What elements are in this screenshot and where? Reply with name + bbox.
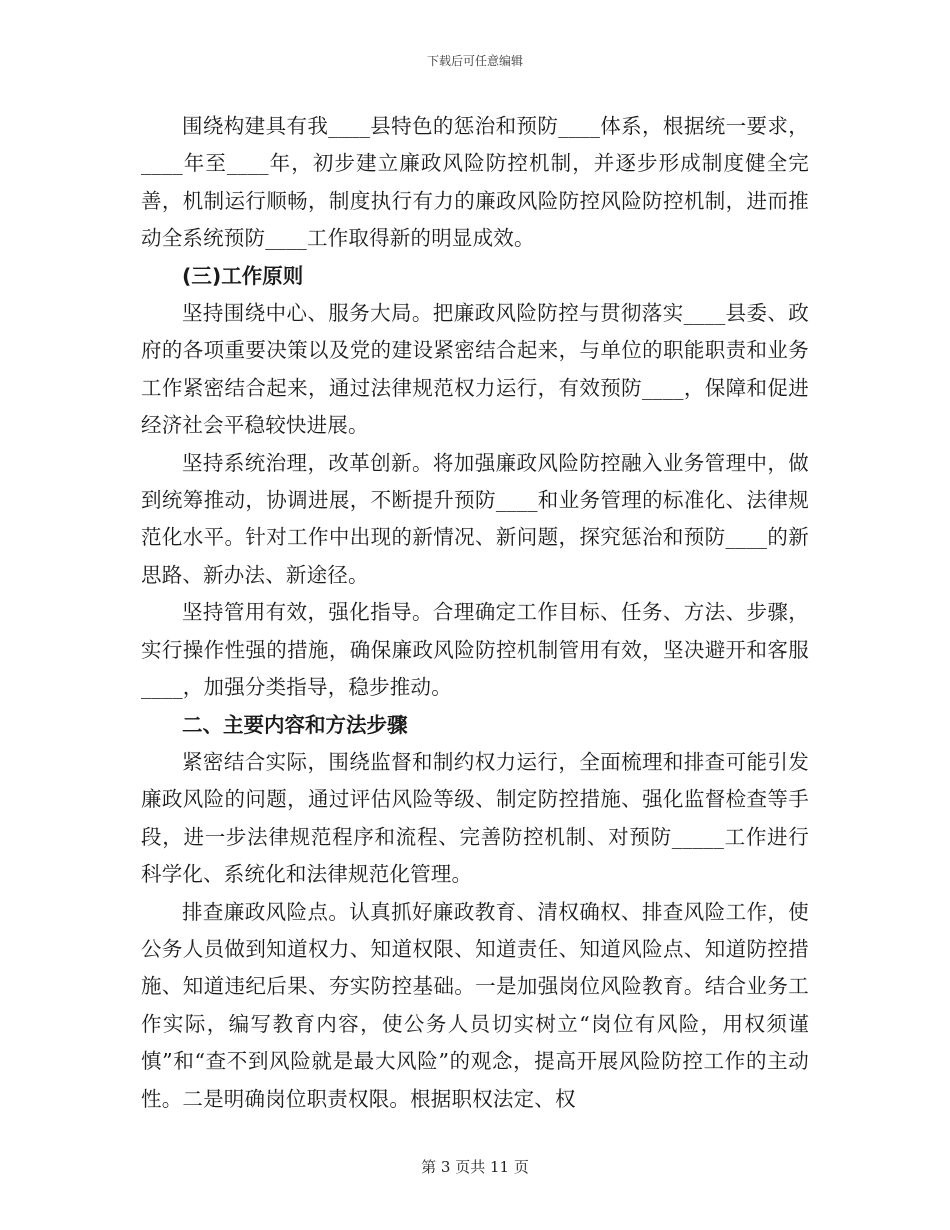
section-heading-content-methods: 二、主要内容和方法步骤: [182, 712, 408, 737]
paragraph-principle-effective: 坚持管用有效，强化指导。合理确定工作目标、任务、方法、步骤，实行操作性强的措施，确保廉政风险防控机制管用有效，坚决避开和客服____，加强分类指导，稳步推动。: [141, 600, 809, 700]
paragraph-risk-points: 排查廉政风险点。认真抓好廉政教育、清权确权、排查风险工作，使公务人员做到知道权力、知道权限、知道责任、知道风险点、知道防控措施、知道违纪后果、夯实防控基础。一是加强岗位风险教育。结合业务工作实际，编写教育内容，使公务人员切实树立“岗位有风险，用权须谨慎”和“查不到风险就是最大风险”的观念，提高开展风险防控工作的主动性。二是明确岗位职责权限。根据职权法定、权: [141, 899, 809, 1111]
document-body: [141, 108, 809, 1118]
page-header: 下载后可任意编辑: [426, 54, 523, 68]
paragraph-principle-system: 坚持系统治理，改革创新。将加强廉政风险防控融入业务管理中，做到统筹推动，协调进展，不断提升预防____和业务管理的标准化、法律规范化水平。针对工作中出现的新情况、新问题，探究惩治和预防____的新思路、新办法、新途径。: [141, 450, 809, 587]
page-footer: 第 3 页共 11 页: [421, 1158, 529, 1176]
paragraph-principle-center: 坚持围绕中心、服务大局。把廉政风险防控与贯彻落实____县委、政府的各项重要决策以及党的建设紧密结合起来，与单位的职能职责和业务工作紧密结合起来，通过法律规范权力运行，有效预防____，保障和促进经济社会平稳较快进展。: [141, 301, 809, 438]
section-heading-principles: (三)工作原则: [182, 263, 304, 288]
paragraph-goal: 围绕构建具有我____县特色的惩治和预防____体系，根据统一要求，____年至____年，初步建立廉政风险防控机制，并逐步形成制度健全完善，机制运行顺畅，制度执行有力的廉政风险防控风险防控机制，进而推动全系统预防____工作取得新的明显成效。: [141, 114, 809, 251]
paragraph-content-overview: 紧密结合实际，围绕监督和制约权力运行，全面梳理和排查可能引发廉政风险的问题，通过评估风险等级、制定防控措施、强化监督检查等手段，进一步法律规范程序和流程、完善防控机制、对预防_____工作进行科学化、系统化和法律规范化管理。: [141, 749, 809, 887]
